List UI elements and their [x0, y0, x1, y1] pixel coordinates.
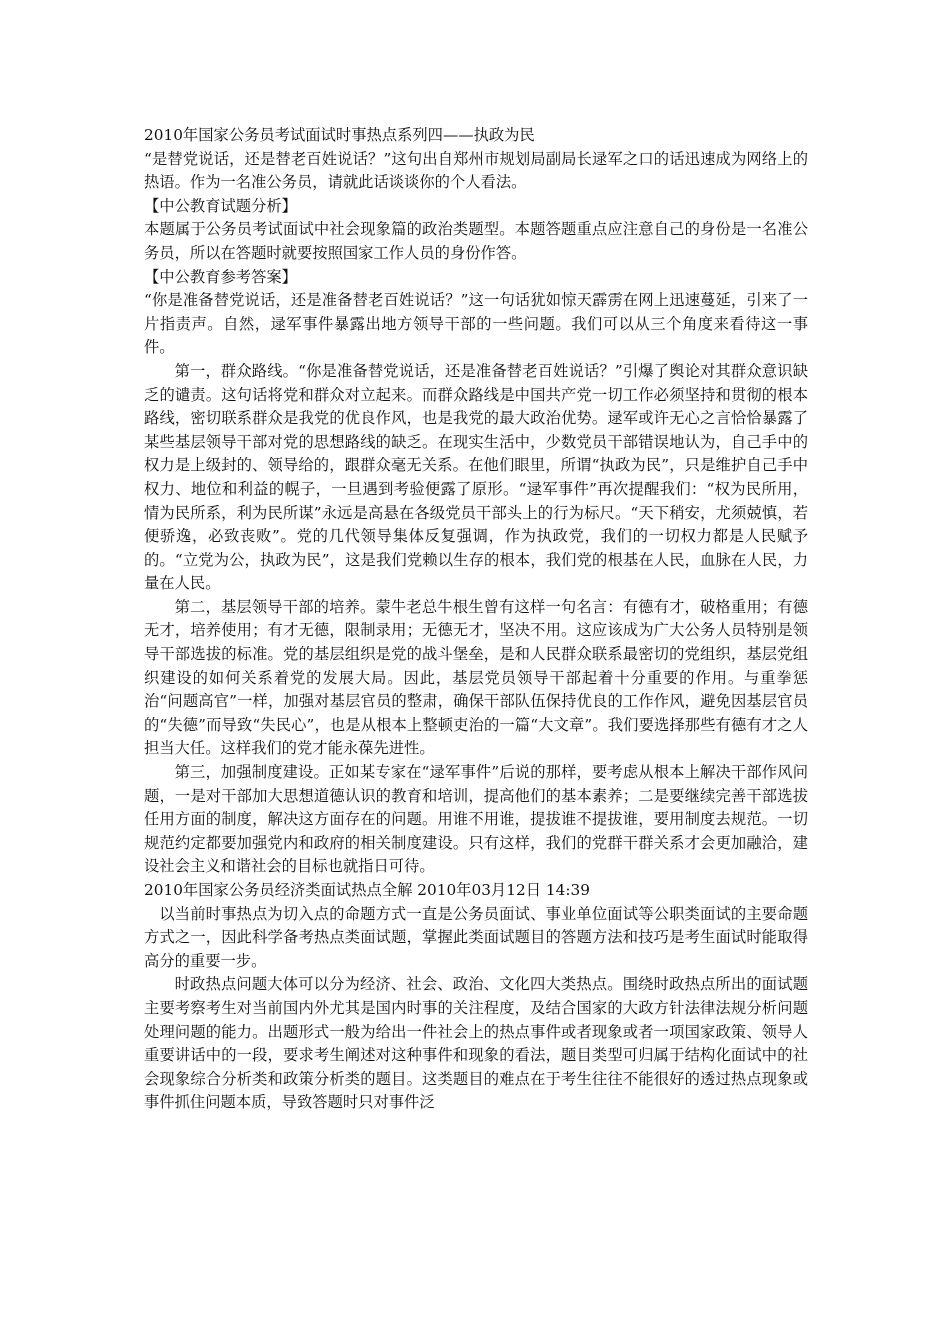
analysis-paragraph: 本题属于公务员考试面试中社会现象篇的政治类题型。本题答题重点应注意自己的身份是一名准公务员，所以在答题时就要按照国家工作人员的身份作答。	[144, 220, 808, 262]
second-article-intro: 以当前时事热点为切入点的命题方式一直是公务员面试、事业单位面试等公职类面试的主要命题方式之一，因此科学备考热点类面试题，掌握此类面试题目的答题方法和技巧是考生面试时能取得高分的重要一步。	[144, 904, 808, 970]
second-article-title: 2010年国家公务员经济类面试热点全解 2010年03月12日 14:39	[144, 881, 590, 899]
point-one-paragraph: 第一，群众路线。“你是准备替党说话，还是准备替老百姓说话？”引爆了舆论对其群众意识缺乏的谴责。这句话将党和群众对立起来。而群众路线是中国共产党一切工作必须坚持和贯彻的根本路线，密切联系群众是我党的优良作风，也是我党的最大政治优势。逯军或许无心之言恰恰暴露了某些基层领导干部对党的思想路线的缺乏。在现实生活中，少数党员干部错误地认为，自己手中的权力是上级封的、领导给的，跟群众毫无关系。在他们眼里，所谓“执政为民”，只是维护自己手中权力、地位和利益的幌子，一旦遇到考验便露了原形。“逯军事件”再次提醒我们：“权为民所用，情为民所系，利为民所谋”永远是高悬在各级党员干部头上的行为标尺。“天下稍安，尤须兢慎，若便骄逸，必致丧败”。党的几代领导集体反复强调，作为执政党，我们的一切权力都是人民赋予的。“立党为公，执政为民”，这是我们党赖以生存的根本，我们党的根基在人民，血脉在人民，力量在人民。	[144, 361, 808, 593]
second-article-paragraph: 时政热点问题大体可以分为经济、社会、政治、文化四大类热点。围绕时政热点所出的面试题主要考察考生对当前国内外尤其是国内时事的关注程度，及结合国家的大政方针法律法规分析问题处理问题的能力。出题形式一般为给出一件社会上的热点事件或者现象或者一项国家政策、领导人重要讲话中的一段，要求考生阐述对这种事件和现象的看法，题目类型可归属于结构化面试中的社会现象综合分析类和政策分析类的题目。这类题目的难点在于考生往往不能很好的透过热点现象或事件抓住问题本质，导致答题时只对事件泛	[144, 975, 808, 1112]
answer-heading: 【中公教育参考答案】	[144, 267, 297, 286]
analysis-heading: 【中公教育试题分析】	[144, 196, 297, 215]
document-page	[144, 124, 808, 1115]
answer-intro-paragraph: “你是准备替党说话，还是准备替老百姓说话？”这一句话犹如惊天霹雳在网上迅速蔓延，引来了一片指责声。自然，逯军事件暴露出地方领导干部的一些问题。我们可以从三个角度来看待这一事件。	[144, 291, 808, 357]
point-three-paragraph: 第三，加强制度建设。正如某专家在“逯军事件”后说的那样，要考虑从根本上解决干部作风问题，一是对干部加大思想道德认识的教育和培训，提高他们的基本素养；二是要继续完善干部选拔任用方面的制度，解决这方面存在的问题。用谁不用谁，提拔谁不提拔谁，要用制度去规范。一切规范约定都要加强党内和政府的相关制度建设。只有这样，我们的党群干群关系才会更加融洽，建设社会主义和谐社会的目标也就指日可待。	[144, 763, 808, 876]
point-two-paragraph: 第二，基层领导干部的培养。蒙牛老总牛根生曾有这样一句名言：有德有才，破格重用；有德无才，培养使用；有才无德，限制录用；无德无才，坚决不用。这应该成为广大公务人员特别是领导干部选拔的标准。党的基层组织是党的战斗堡垒，是和人民群众联系最密切的党组织，基层党组织建设的如何关系着党的发展大局。因此，基层党员领导干部起着十分重要的作用。与重拳惩治“问题高官”一样，加强对基层官员的整肃，确保干部队伍保持优良的工作作风，避免因基层官员的“失德”而导致“失民心”，也是从根本上整顿吏治的一篇“大文章”。我们要选择那些有德有才之人担当大任。这样我们的党才能永葆先进性。	[144, 597, 808, 758]
interview-question: “是替党说话，还是替老百姓说话？”这句出自郑州市规划局副局长逯军之口的话迅速成为网络上的热语。作为一名准公务员，请就此话谈谈你的个人看法。	[144, 149, 808, 192]
article-title: 2010年国家公务员考试面试时事热点系列四——执政为民	[144, 126, 535, 144]
